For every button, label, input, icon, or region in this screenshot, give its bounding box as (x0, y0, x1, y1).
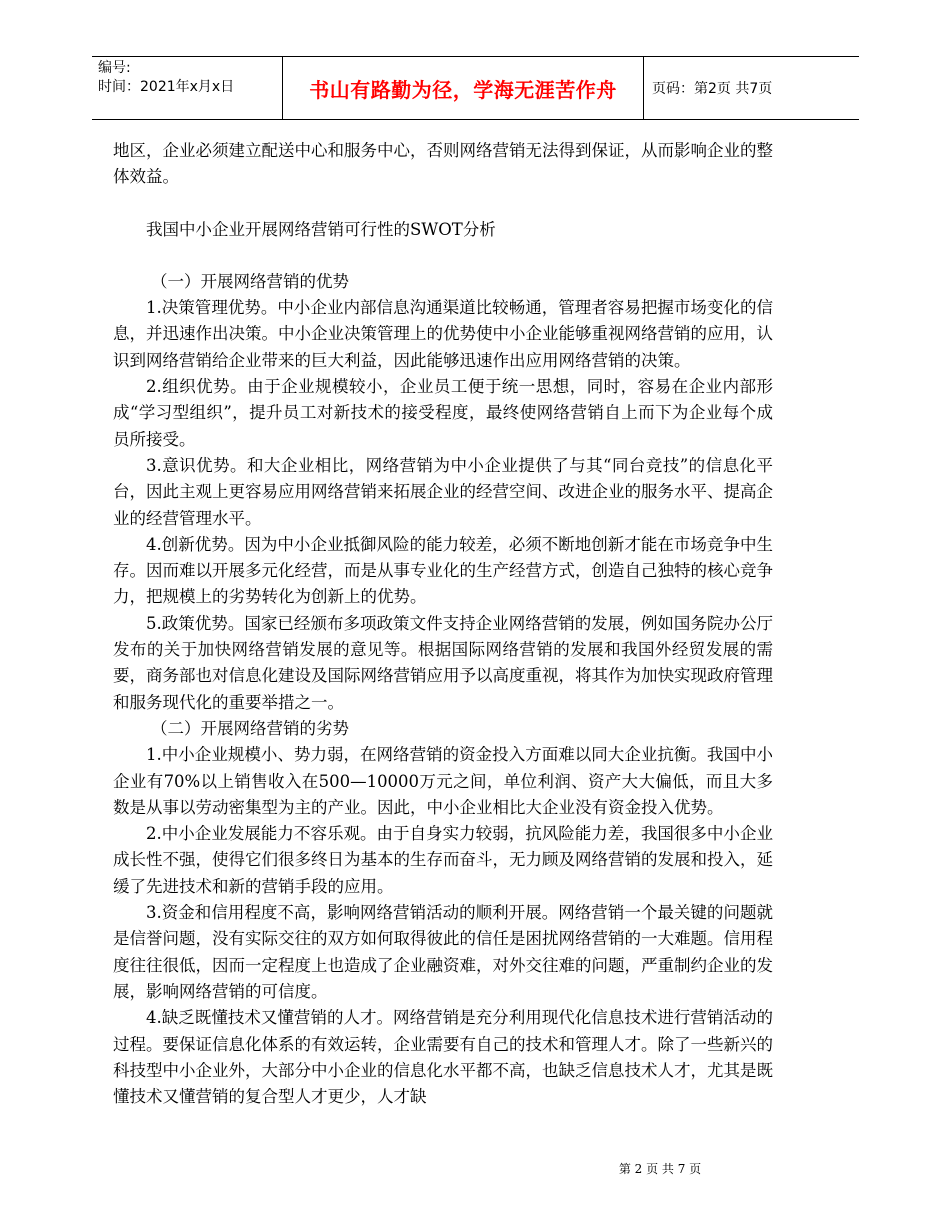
time-label: 时间：2021年x月x日 (98, 79, 235, 95)
document-body (113, 138, 773, 1110)
paragraph-credit-disadvantage: 3.资金和信用程度不高，影响网络营销活动的顺利开展。网络营销一个最关键的问题就是信誉问题，没有实际交往的双方如何取得彼此的信任是困扰网络营销的一大难题。信用程度往往很低，因而一定程度上也造成了企业融资难，对外交往难的问题，严重制约企业的发展，影响网络营销的可信度。 (113, 903, 773, 1001)
paragraph-organization-advantage: 2.组织优势。由于企业规模较小，企业员工便于统一思想，同时，容易在企业内部形成“学习型组织”，提升员工对新技术的接受程度，最终使网络营销自上而下为企业每个成员所接受。 (113, 377, 773, 449)
header-motto-cell (282, 57, 644, 119)
serial-label: 编号: (98, 60, 131, 76)
header-meta (92, 57, 282, 119)
section-title-swot: 我国中小企业开展网络营销可行性的SWOT分析 (146, 219, 496, 239)
page-footer: 第 2 页 共 7 页 (618, 1162, 702, 1176)
paragraph-policy-advantage: 5.政策优势。国家已经颁布多项政策文件支持企业网络营销的发展，例如国务院办公厅发布的关于加快网络营销发展的意见等。根据国际网络营销的发展和我国外经贸发展的需要，商务部也对信息化建设及国际网络营销应用予以高度重视，将其作为加快实现政府管理和服务现代化的重要举措之一。 (113, 613, 773, 712)
page-info-text: 页码：第2页 共7页 (652, 81, 773, 97)
paragraph-development-disadvantage: 2.中小企业发展能力不容乐观。由于自身实力较弱，抗风险能力差，我国很多中小企业成长性不强，使得它们很多终日为基本的生存而奋斗，无力顾及网络营销的发展和投入，延缓了先进技术和新的营销手段的应用。 (113, 824, 773, 896)
motto-text: 书山有路勤为径，学海无涯苦作舟 (309, 77, 617, 102)
header-page-info (644, 57, 859, 119)
paragraph-innovation-advantage: 4.创新优势。因为中小企业抵御风险的能力较差，必须不断地创新才能在市场竞争中生存。因而难以开展多元化经营，而是从事专业化的生产经营方式，创造自己独特的核心竞争力，把规模上的劣势转化为创新上的优势。 (113, 534, 773, 607)
paragraph-continuation: 地区，企业必须建立配送中心和服务中心，否则网络营销无法得到保证，从而影响企业的整体效益。 (113, 141, 773, 187)
subheading-advantages: （一）开展网络营销的优势 (150, 271, 349, 291)
page-header (92, 56, 859, 120)
paragraph-decision-advantage: 1.决策管理优势。中小企业内部信息沟通渠道比较畅通，管理者容易把握市场变化的信息，并迅速作出决策。中小企业决策管理上的优势使中小企业能够重视网络营销的应用，认识到网络营销给企业带来的巨大利益，因此能够迅速作出应用网络营销的决策。 (113, 298, 773, 370)
paragraph-scale-disadvantage: 1.中小企业规模小、势力弱，在网络营销的资金投入方面难以同大企业抗衡。我国中小企业有70%以上销售收入在500—10000万元之间，单位利润、资产大大偏低，而且大多数是从事以劳动密集型为主的产业。因此，中小企业相比大企业没有资金投入优势。 (113, 745, 773, 817)
paragraph-awareness-advantage: 3.意识优势。和大企业相比，网络营销为中小企业提供了与其“同台竞技”的信息化平台，因此主观上更容易应用网络营销来拓展企业的经营空间、改进企业的服务水平、提高企业的经营管理水平。 (113, 455, 773, 528)
subheading-disadvantages: （二）开展网络营销的劣势 (150, 718, 349, 738)
paragraph-talent-disadvantage: 4.缺乏既懂技术又懂营销的人才。网络营销是充分利用现代化信息技术进行营销活动的过程。要保证信息化体系的有效运转，企业需要有自己的技术和管理人才。除了一些新兴的科技型中小企业外，大部分中小企业的信息化水平都不高，也缺乏信息技术人才，尤其是既懂技术又懂营销的复合型人才更少，人才缺 (113, 1008, 773, 1107)
